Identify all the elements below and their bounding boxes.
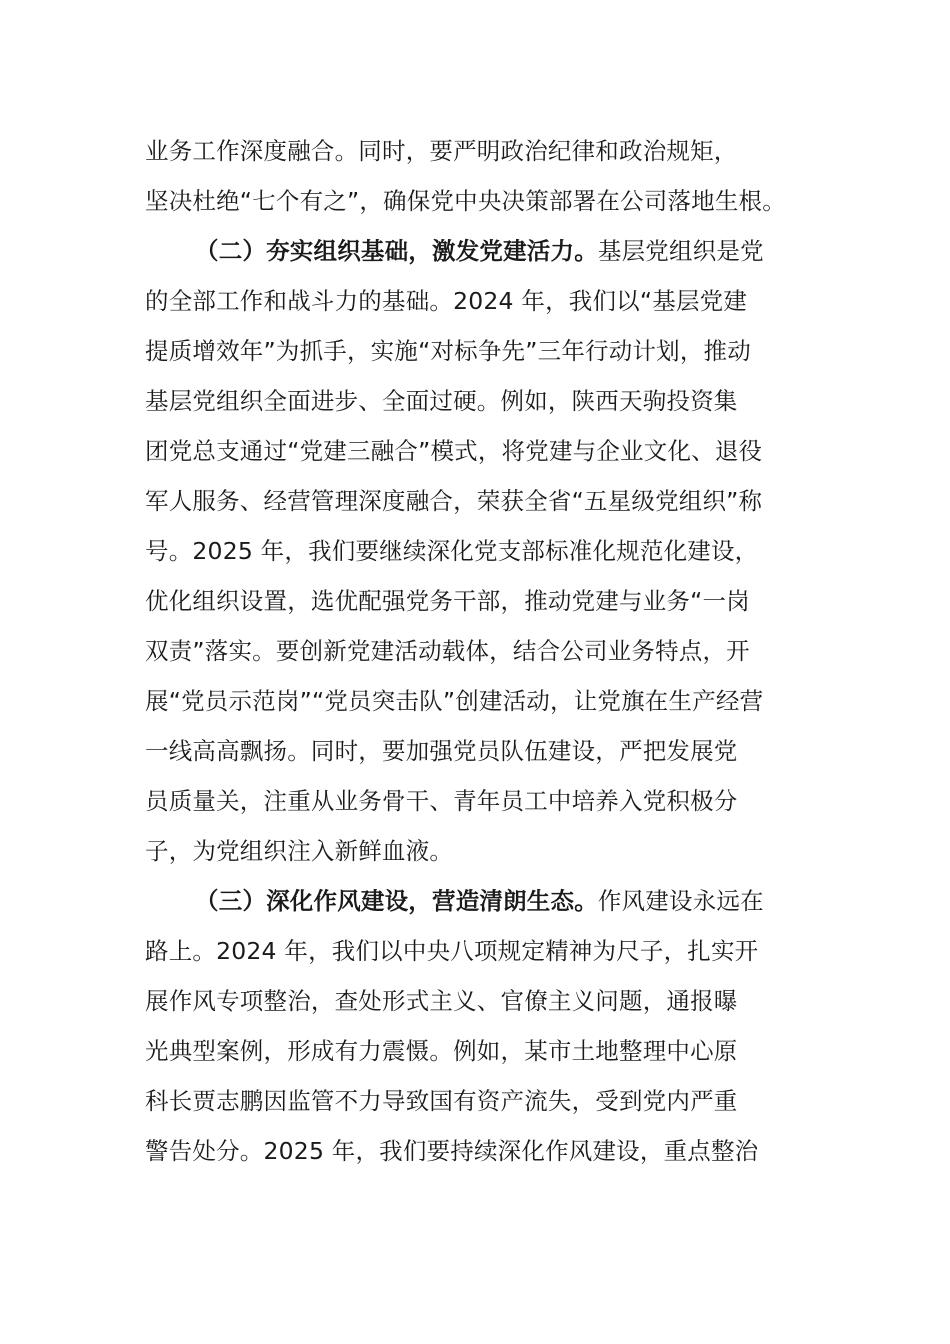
text-line: 基层党组织全面进步、全面过硬。例如，陕西天驹投资集: [145, 387, 738, 415]
text-line: 提质增效年”为抓手，实施“对标争先”三年行动计划，推动: [145, 337, 751, 365]
text-line: 路上。2024 年，我们以中央八项规定精神为尺子，扎实开: [145, 937, 759, 965]
text-line: 优化组织设置，选优配强党务干部，推动党建与业务“一岗: [145, 587, 750, 615]
text-line: 员质量关，注重从业务骨干、青年员工中培养入党积极分: [145, 787, 738, 815]
text-line: 业务工作深度融合。同时，要严明政治纪律和政治规矩，: [145, 137, 738, 165]
text-line: 科长贾志鹏因监管不力导致国有资产流失，受到党内严重: [145, 1087, 738, 1115]
text-line: 展作风专项整治，查处形式主义、官僚主义问题，通报曝: [145, 987, 738, 1015]
text-line: 子，为党组织注入新鲜血液。: [145, 837, 454, 865]
text-line: 团党总支通过“党建三融合”模式，将党建与企业文化、退役: [145, 437, 763, 465]
text-line: 双责”落实。要创新党建活动载体，结合公司业务特点，开: [145, 637, 750, 665]
text-line: 展“党员示范岗”“党员突击队”创建活动，让党旗在生产经营: [145, 687, 764, 715]
text-line-continuation: 作风建设永远在: [597, 887, 764, 915]
section-heading-line: [145, 226, 835, 276]
text-line: 军人服务、经营管理深度融合，荣获全省“五星级党组织”称: [145, 487, 763, 515]
section-heading-line: [145, 876, 835, 926]
section-heading-two: （二）夯实组织基础，激发党建活力。: [195, 237, 598, 265]
text-line: 一线高高飘扬。同时，要加强党员队伍建设，严把发展党: [145, 737, 738, 765]
text-line: 坚决杜绝“七个有之”，确保党中央决策部署在公司落地生根。: [145, 187, 786, 215]
text-line: 的全部工作和战斗力的基础。2024 年，我们以“基层党建: [145, 287, 748, 315]
text-line: 号。2025 年，我们要继续深化党支部标准化规范化建设，: [145, 537, 759, 565]
text-line: 光典型案例，形成有力震慑。例如，某市土地整理中心原: [145, 1037, 738, 1065]
text-line: 警告处分。2025 年，我们要持续深化作风建设，重点整治: [145, 1137, 759, 1165]
document-body: [145, 126, 835, 1176]
section-heading-three: （三）深化作风建设，营造清朗生态。: [195, 887, 598, 915]
text-line-continuation: 基层党组织是党: [597, 237, 764, 265]
